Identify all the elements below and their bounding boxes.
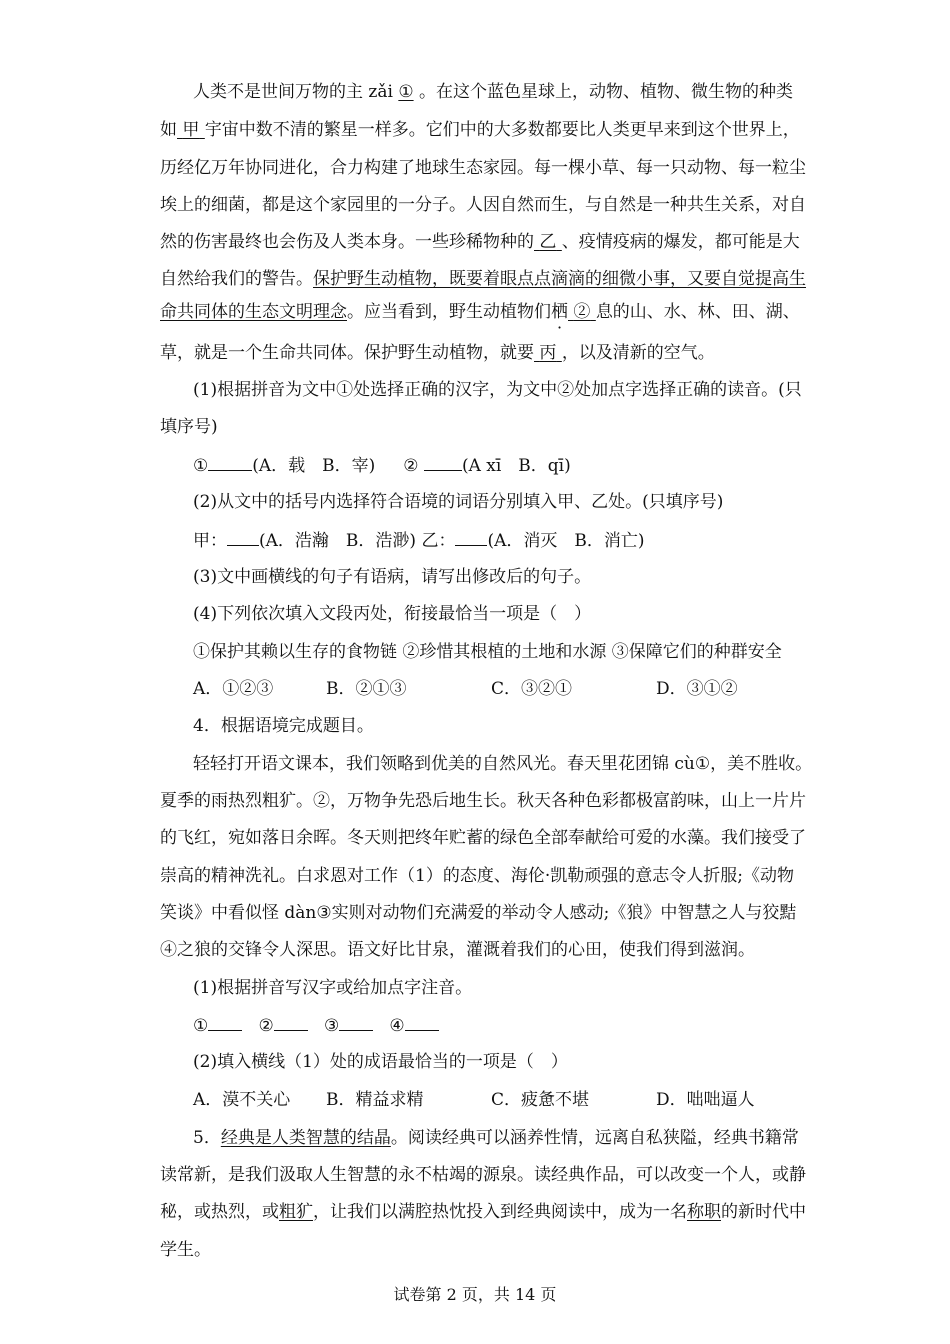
underlined-word: 称职	[687, 1202, 721, 1222]
q3-3-prompt: (3)文中画横线的句子有语病，请写出修改后的句子。	[193, 567, 592, 587]
q4-passage-line6: ④之狼的交锋令人深思。语文好比甘泉，灌溉着我们的心田，使我们得到滋润。	[160, 940, 755, 960]
q3-2-answers: 甲： (A．浩瀚 B．浩渺) 乙： (A．消灭 B．消亡)	[193, 528, 645, 553]
answer-blank[interactable]	[455, 528, 487, 546]
q4-passage-line4: 崇高的精神洗礼。白求恩对工作（1）的态度、海伦·凯勒顽强的意志令人折服;《动物	[160, 866, 794, 886]
option-a[interactable]: A．漠不关心	[193, 1090, 291, 1110]
dotted-char: 栖	[551, 302, 568, 322]
q3-2-prompt: (2)从文中的括号内选择符合语境的词语分别填入甲、乙处。(只填序号)	[193, 492, 724, 512]
q4-passage-line5: 笑谈》中看似怪 dàn③实则对动物们充满爱的举动令人感动;《狼》中智慧之人与狡黠	[160, 903, 797, 923]
passage3-line3: 历经亿万年协同进化，合力构建了地球生态家园。每一棵小草、每一只动物、每一粒尘	[160, 158, 806, 178]
passage3-line2: 如 甲 宇宙中数不清的繁星一样多。它们中的大多数都要比人类更早来到这个世界上，	[160, 120, 800, 140]
answer-blank[interactable]	[274, 1013, 308, 1031]
option-a[interactable]: A．①②③	[193, 679, 274, 699]
q4-passage-line3: 的飞红，宛如落日余晖。冬天则把终年贮蓄的绿色全部奉献给可爱的水藻。我们接受了	[160, 828, 806, 848]
answer-blank[interactable]	[405, 1013, 439, 1031]
q5-line1: 5．经典是人类智慧的结晶。阅读经典可以涵养性情，远离自私狭隘，经典书籍常	[193, 1128, 799, 1148]
answer-blank[interactable]	[208, 1013, 242, 1031]
passage3-line1: 人类不是世间万物的主 zǎi ① 。在这个蓝色星球上，动物、植物、微生物的种类	[193, 82, 793, 102]
q3-1-prompt-cont: 填序号)	[160, 417, 218, 437]
passage3-line6: 自然给我们的警告。保护野生动植物，既要着眼点点滴滴的细微小事，又要自觉提高生	[160, 269, 806, 289]
q4-1-answers: ① ② ③ ④	[193, 1013, 439, 1038]
q3-1-prompt: (1)根据拼音为文中①处选择正确的汉字，为文中②处加点字选择正确的读音。(只	[193, 380, 802, 400]
passage3-line4: 埃上的细菌，都是这个家园里的一分子。人因自然而生，与自然是一种共生关系，对自	[160, 195, 806, 215]
option-c[interactable]: C．疲惫不堪	[491, 1090, 590, 1110]
q4-title: 4．根据语境完成题目。	[193, 716, 374, 736]
q5-line2: 读常新，是我们汲取人生智慧的永不枯竭的源泉。读经典作品，可以改变一个人，或静	[160, 1165, 806, 1185]
q3-4-options	[193, 677, 738, 701]
q4-2-options	[193, 1088, 755, 1112]
q4-passage-line2: 夏季的雨热烈粗犷。②，万物争先恐后地生长。秋天各种色彩都极富韵味，山上一片片	[160, 791, 806, 811]
answer-blank[interactable]	[208, 453, 252, 471]
blank-1: ①	[398, 82, 414, 102]
blank-bing: 丙	[539, 343, 557, 363]
page-footer: 试卷第 2 页，共 14 页	[393, 1285, 557, 1304]
passage3-line8: 草，就是一个生命共同体。保护野生动植物，就要 丙 ，以及清新的空气。	[160, 343, 715, 363]
option-b[interactable]: B．精益求精	[326, 1090, 424, 1110]
q4-2-prompt: (2)填入横线（1）处的成语最恰当的一项是（ ）	[193, 1052, 568, 1072]
underlined-phrase: 经典是人类智慧的结晶	[220, 1128, 391, 1148]
blank-jia: 甲	[182, 120, 200, 140]
underlined-sentence: 保护野生动植物，既要着眼点点滴滴的细微小事，又要自觉提高生	[313, 269, 806, 289]
blank-yi: 乙	[539, 232, 557, 252]
option-c[interactable]: C．③②①	[491, 679, 573, 699]
q5-line4: 学生。	[160, 1240, 211, 1260]
underlined-sentence-end: 命共同体的生态文明理念	[160, 302, 347, 322]
q5-line3: 秘，或热烈，或粗犷，让我们以满腔热忱投入到经典阅读中，成为一名称职的新时代中	[160, 1202, 806, 1222]
option-b[interactable]: B．②①③	[326, 679, 407, 699]
q4-1-prompt: (1)根据拼音写汉字或给加点字注音。	[193, 978, 473, 998]
passage3-line7: 命共同体的生态文明理念。应当看到，野生动植物们栖 ② 息的山、水、林、田、湖、	[160, 302, 800, 322]
q3-1-answers: ① (A．载 B．宰) ② (A xī B．qī)	[193, 453, 571, 478]
q3-4-prompt: (4)下列依次填入文段丙处，衔接最恰当一项是（ ）	[193, 604, 592, 624]
answer-blank[interactable]	[424, 453, 462, 471]
q3-4-items: ①保护其赖以生存的食物链 ②珍惜其根植的土地和水源 ③保障它们的种群安全	[193, 642, 782, 662]
passage3-line5: 然的伤害最终也会伤及人类本身。一些珍稀物种的 乙 、疫情疫病的爆发，都可能是大	[160, 232, 800, 252]
q4-passage-line1: 轻轻打开语文课本，我们领略到优美的自然风光。春天里花团锦 cù①，美不胜收。	[193, 754, 813, 774]
blank-2: ②	[573, 302, 591, 322]
answer-blank[interactable]	[339, 1013, 373, 1031]
option-d[interactable]: D．咄咄逼人	[656, 1090, 755, 1110]
option-d[interactable]: D．③①②	[656, 679, 738, 699]
answer-blank[interactable]	[227, 528, 259, 546]
underlined-word: 粗犷	[279, 1202, 313, 1222]
